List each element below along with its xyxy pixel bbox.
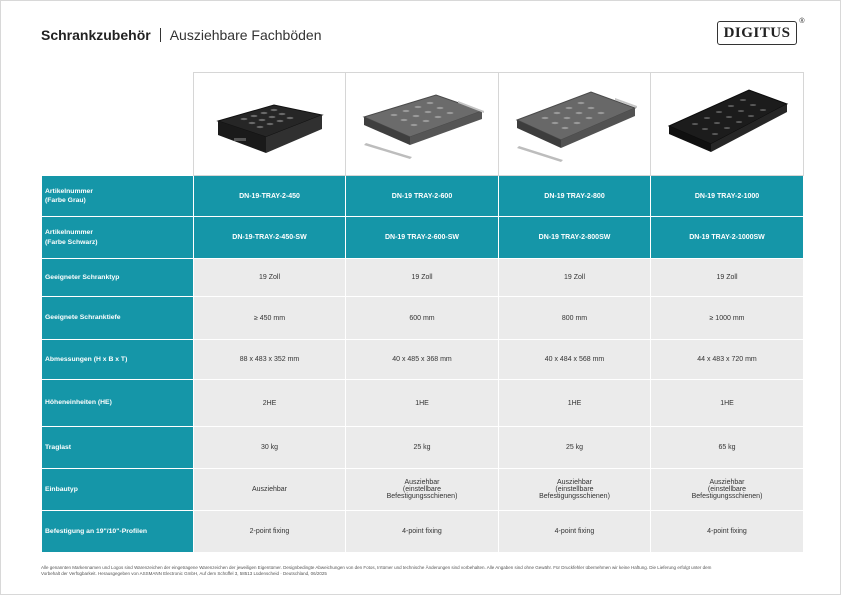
cell-value: 40 x 484 x 568 mm (499, 340, 651, 380)
cell-line: (einstellbare (402, 486, 442, 493)
row-fixing (42, 511, 804, 553)
row-label: Geeigneter Schranktyp (42, 259, 194, 297)
cell-value: 1HE (499, 380, 651, 427)
logo-text: DIGITUS (723, 24, 791, 41)
cell-line: Ausziehbar (404, 479, 440, 486)
row-label: Höheneinheiten (HE) (42, 380, 194, 427)
cell-value: 19 Zoll (346, 259, 499, 297)
row-label (42, 176, 194, 217)
cell-value: 19 Zoll (194, 259, 346, 297)
cell-value: 65 kg (651, 427, 804, 469)
shelf-black-icon (663, 84, 791, 164)
row-load (42, 427, 804, 469)
header-divider (160, 28, 161, 42)
page-subtitle: Ausziehbare Fachböden (169, 27, 322, 43)
cell-value: 44 x 483 x 720 mm (651, 340, 804, 380)
cell-line: (einstellbare (555, 486, 594, 493)
cell-value: 800 mm (499, 297, 651, 340)
cell-value: 600 mm (346, 297, 499, 340)
row-dimensions (42, 340, 804, 380)
cell-value (499, 469, 651, 511)
row-label-line: (Farbe Grau) (45, 197, 86, 204)
product-image-cell (346, 73, 499, 176)
row-label-line: Artikelnummer (45, 229, 93, 237)
page-header (41, 27, 321, 43)
cell-value: 25 kg (499, 427, 651, 469)
cell-line: Ausziehbar (556, 479, 593, 486)
cell-value: 4-point fixing (499, 511, 651, 553)
row-label: Einbautyp (42, 469, 194, 511)
empty-corner-cell (42, 73, 194, 176)
row-label: Geeignete Schranktiefe (42, 297, 194, 340)
cell-value: ≥ 1000 mm (651, 297, 804, 340)
cell-value (194, 469, 346, 511)
cell-article-black: DN-19 TRAY-2-600-SW (346, 217, 499, 259)
shelf-grey-icon (511, 84, 639, 164)
cell-value: 40 x 485 x 368 mm (346, 340, 499, 380)
digitus-logo (717, 18, 805, 45)
row-article-black (42, 217, 804, 259)
product-image-cell (499, 73, 651, 176)
product-image-cell (194, 73, 346, 176)
row-label: Befestigung an 19"/10"-Profilen (42, 511, 194, 553)
cell-line: Ausziehbar (251, 486, 288, 493)
cell-article-black: DN-19-TRAY-2-450-SW (194, 217, 346, 259)
row-mounting-type (42, 469, 804, 511)
cell-line: Befestigungsschienen) (386, 493, 458, 500)
shelf-grey-icon (358, 85, 486, 163)
cell-value (346, 469, 499, 511)
cell-value: 19 Zoll (651, 259, 804, 297)
cell-value: 25 kg (346, 427, 499, 469)
product-image-row (42, 73, 804, 176)
cell-value: 19 Zoll (499, 259, 651, 297)
cell-value: 30 kg (194, 427, 346, 469)
registered-mark: ® (799, 18, 805, 25)
cell-value: 4-point fixing (651, 511, 804, 553)
cell-value: 4-point fixing (346, 511, 499, 553)
cell-value: 2HE (194, 380, 346, 427)
row-label: Abmessungen (H x B x T) (42, 340, 194, 380)
cell-value: 2-point fixing (194, 511, 346, 553)
cell-value: ≥ 450 mm (194, 297, 346, 340)
row-label-line: (Farbe Schwarz) (45, 238, 98, 246)
cell-article-grey: DN-19-TRAY-2-450 (194, 176, 346, 217)
cell-article-black: DN-19 TRAY-2-800SW (499, 217, 651, 259)
cell-article-grey: DN-19 TRAY-2-600 (346, 176, 499, 217)
footnote-line: Alle genannten Markennamen und Logos sind Warenzeichen der eingetragene Warenzeichen der jeweiligen Eigentümer. Designbedingte Abweichungen von den Fotos, Irrtümer und technische Änderungen sind vorbehalten. Alle Angaben sind ohne Gewähr. Für Druckfehler übernehmen wir keine Haftung. Die Lieferung erfolgt unter dem (41, 565, 712, 570)
cell-line: Befestigungsschienen) (691, 493, 763, 500)
row-article-grey (42, 176, 804, 217)
shelf-black-icon (214, 91, 326, 157)
cell-value: 1HE (651, 380, 804, 427)
cell-article-black: DN-19 TRAY-2-1000SW (651, 217, 804, 259)
cell-value: 1HE (346, 380, 499, 427)
spec-table (41, 72, 804, 553)
cell-article-grey: DN-19 TRAY-2-800 (499, 176, 651, 217)
row-label-line: Artikelnummer (45, 187, 93, 195)
row-label (42, 217, 194, 259)
legal-footnote (41, 565, 803, 578)
cell-line: (einstellbare (707, 486, 747, 493)
cell-article-grey: DN-19 TRAY-2-1000 (651, 176, 804, 217)
row-height-units (42, 380, 804, 427)
cell-value (651, 469, 804, 511)
row-cabinet-depth (42, 297, 804, 340)
row-cabinet-type (42, 259, 804, 297)
cell-line: Befestigungsschienen) (539, 493, 610, 500)
cell-line: Ausziehbar (709, 479, 745, 486)
section-title: Schrankzubehör (41, 27, 151, 43)
footnote-line: Vorbehalt der Verfügbarkeit. Herausgegeben von ASSMANN Electronic GmbH, Auf dem Schüffel 3, 58513 Lüdenscheid · Deutschland, 06/2025 (41, 571, 327, 577)
product-image-cell (651, 73, 804, 176)
cell-value: 88 x 483 x 352 mm (194, 340, 346, 380)
row-label: Traglast (42, 427, 194, 469)
